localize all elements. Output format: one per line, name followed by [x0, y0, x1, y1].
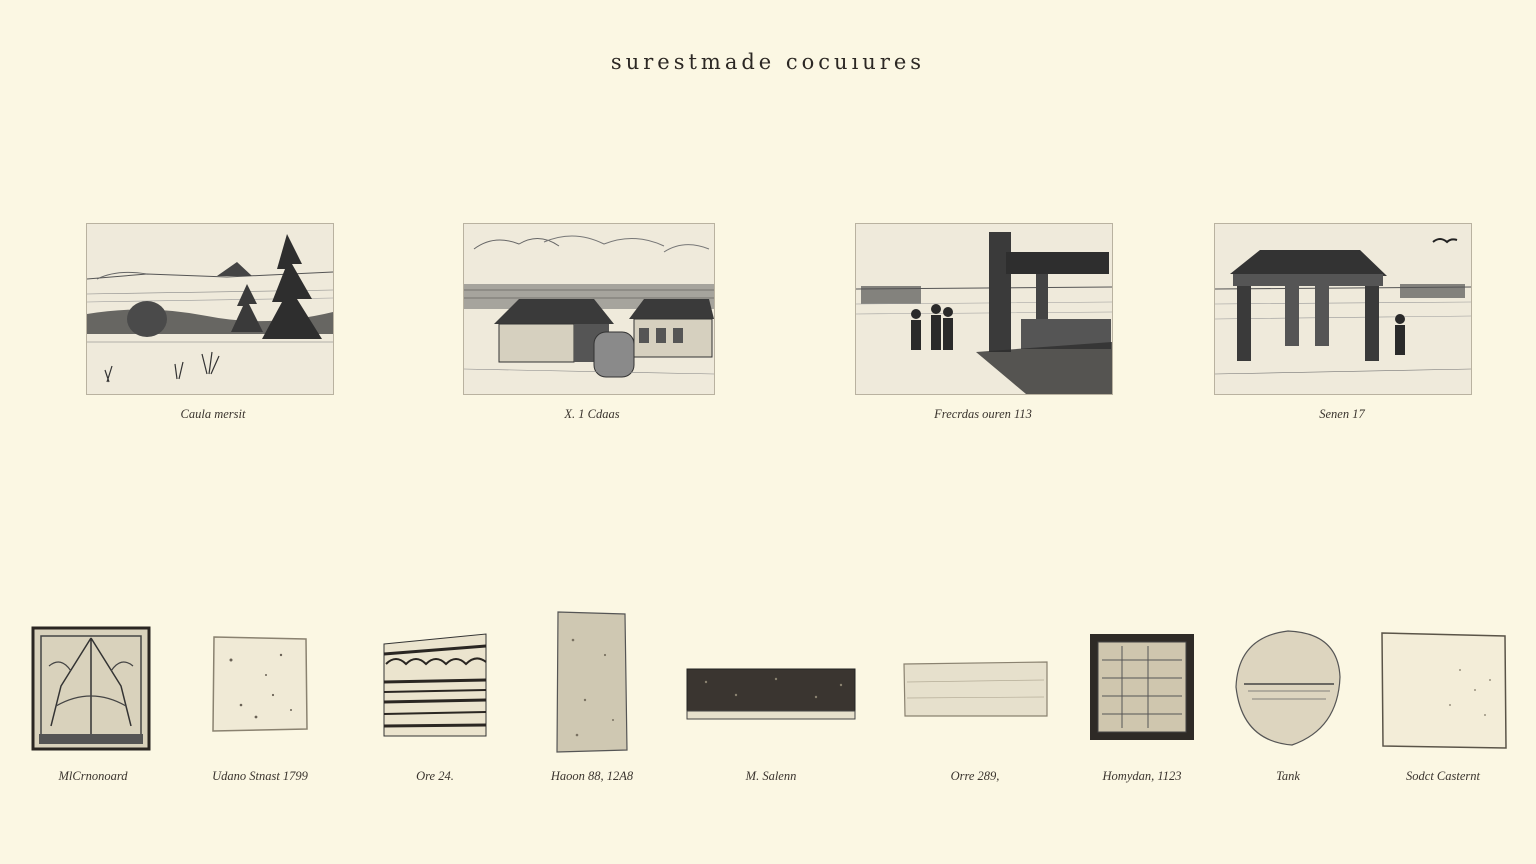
dark-bar-icon [686, 667, 856, 721]
specimen-speckled-stone [211, 635, 309, 733]
specimen-caption: Sodct Casternt [1406, 769, 1480, 783]
specimen-banded-fragment [382, 632, 488, 738]
specimen-caption: MlCrnonoard [58, 769, 128, 783]
open-shelter-icon [1215, 224, 1471, 394]
specimen-pale-square [1380, 630, 1508, 750]
plate-caption: Frecrdas ouren 113 [934, 407, 1032, 421]
specimen-boxed-relief [1088, 632, 1196, 742]
specimen-caption: Orre 289, [950, 769, 1000, 783]
plate-huts [463, 223, 715, 395]
carved-panel-icon [31, 626, 151, 751]
specimen-caption: Tank [1276, 769, 1300, 783]
page-title: surestmade cocuıures [610, 50, 926, 74]
specimen-caption: Homydan, 1123 [1102, 769, 1182, 783]
specimen-round-disc [1234, 629, 1342, 747]
specimen-flat-slab [902, 660, 1049, 718]
specimen-caption: Ore 24. [416, 769, 454, 783]
stone-gateway-icon [856, 224, 1112, 394]
plate-caption: Senen 17 [1319, 407, 1365, 421]
specimen-dark-bar [686, 667, 856, 721]
plate-landscape [86, 223, 334, 395]
seaside-huts-icon [464, 224, 714, 394]
tall-stone-slab-icon [555, 610, 629, 754]
specimen-caption: Haoon 88, 12A8 [550, 769, 634, 783]
specimen-caption: M. Salenn [745, 769, 797, 783]
plate-caption: X. 1 Cdaas [564, 407, 620, 421]
banded-fragment-icon [382, 632, 488, 738]
landscape-trees-icon [87, 224, 333, 394]
flat-slab-icon [902, 660, 1049, 718]
round-disc-icon [1234, 629, 1342, 747]
specimen-carved-panel [31, 626, 151, 751]
speckled-stone-icon [211, 635, 309, 733]
plate-gateway [855, 223, 1113, 395]
specimen-caption: Udano Stnast 1799 [212, 769, 308, 783]
plate-shelter [1214, 223, 1472, 395]
boxed-relief-icon [1088, 632, 1196, 742]
plate-caption: Caula mersit [180, 407, 246, 421]
specimen-tall-slab [555, 610, 629, 754]
pale-square-icon [1380, 630, 1508, 750]
